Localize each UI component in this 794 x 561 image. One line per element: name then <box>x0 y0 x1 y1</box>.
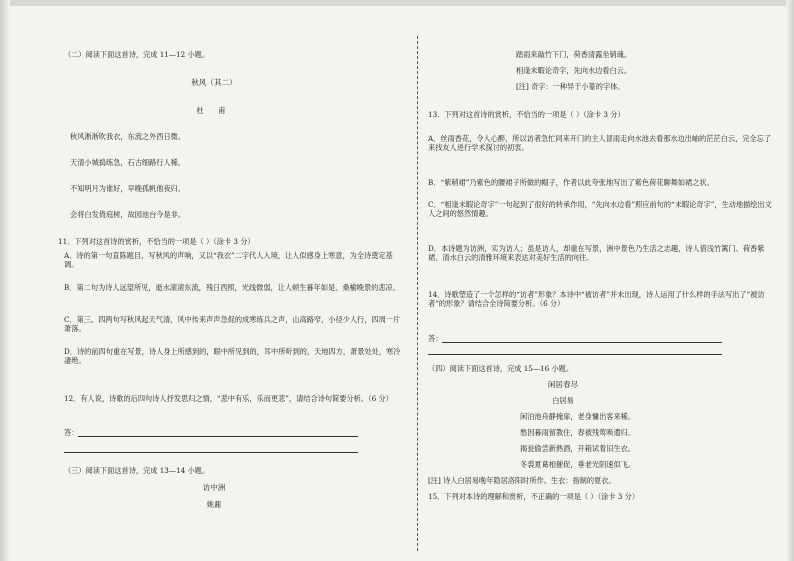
poem2-author: 姚鼐 <box>206 500 222 509</box>
scan-edge-left <box>0 0 10 561</box>
q13-stem: 13．下列对这首诗的赏析，不恰当的一项是（ ）（涂卡 3 分） <box>428 110 625 119</box>
poem3-title: 闲居春尽 <box>547 380 579 389</box>
poem3-note: [注] 诗人白居易晚年隐居洛阳时所作。生衣：指制的夏衣。 <box>428 476 616 485</box>
q14-answer-line-2[interactable] <box>428 354 722 355</box>
q13-option-d: D．本诗题为访洲，实为访人；虽是访人，却重在写景，洲中景色乃生活之志趣，诗人借浅竹篱门、荷香紫裙、清水白云的清雅环境来表达对美好生活的向往。 <box>428 244 765 262</box>
poem1-line-4: 会将白发倚庭树，故园池台今是非。 <box>70 210 186 219</box>
q15-stem: 15．下列对本诗的理解和赏析，不正确的一项是（ ）（涂卡 3 分） <box>428 492 640 501</box>
poem2-note: [注] 奇字：一种异于小篆的字体。 <box>516 82 625 91</box>
poem3-line-3: 揭瓮偷尝新熟酒，开箱试着旧生衣。 <box>520 444 636 453</box>
column-divider <box>417 36 418 551</box>
q14-text: 14．诗歌塑造了一个怎样的“访者”形象？本诗中“被访者”并未出现，诗人运用了什么样的手法写出了“被访者”的形象？请结合全诗简要分析。（6 分） <box>428 290 765 308</box>
q14-answer-label: 答： <box>428 334 443 343</box>
q12-answer-line-2[interactable] <box>64 452 358 453</box>
q11-option-a: A．诗的第一句直陈题目，写秋风的声响，又以“我衣”二字代人入境，让人似感身上寒意，为全诗奠定基调。 <box>64 251 393 269</box>
section3-header: （三）阅读下面这首诗，完成 13—14 小题。 <box>64 466 210 475</box>
poem3-line-1: 闲泊池舟静掩扉，老身慵出客来稀。 <box>520 412 636 421</box>
poem2-title: 访中洲 <box>202 483 226 492</box>
poem1-line-3: 不知明月为谁好，早晚孤帆他夜归。 <box>70 184 186 193</box>
q11-stem: 11．下列对这首诗的赏析，不恰当的一项是（ ）（涂卡 3 分） <box>58 237 255 246</box>
q11-option-c: C．第三、四两句写秋风起天气清，风中传来声声急促的成寒练兵之声，山高路窄，小径少人行，四周一片萧落。 <box>64 315 401 333</box>
section4-header: （四）阅读下面这首诗，完成 15—16 小题。 <box>428 364 574 373</box>
q13-option-a: A．丝雨香花，令人心醉，所以访者急忙同来开门的主人冒雨走向水池去看那水边出岫的茫茫白云，完全忘了来找友人进行学术探讨的初衷。 <box>428 134 772 152</box>
q13-option-c: C．“相逢未暇论奇字”一句起到了很好的转承作用，“先向水边看”照应前句的“未暇论奇字”，生动地描绘出文人之间的悠然情趣。 <box>428 200 772 218</box>
poem3-line-2: 愁因暮雨留教住，春被残莺唤遣归。 <box>520 428 636 437</box>
poem2-line-1: 踏雨来敲竹下门，荷香清露坐销魂。 <box>516 50 632 59</box>
scan-edge-top <box>0 0 794 6</box>
q12-answer-label: 答： <box>64 428 79 437</box>
q11-option-d: D．诗的前四句重在写景，诗人身上所感到的，眼中所见到的，耳中所听到的，天地四方，萧景处处，寒冷凄绝。 <box>64 347 401 365</box>
poem1-title: 秋风（其二） <box>191 78 237 87</box>
poem2-line-2: 相逢未暇论奇字，先向水边看白云。 <box>516 66 632 75</box>
poem3-line-4: 冬裘夏葛相催促，垂老光阴速似飞。 <box>520 460 636 469</box>
q12-answer-line-1[interactable] <box>78 436 358 437</box>
q11-option-b: B．第二句为诗人远望所见，逝水滚滚东流，残日西照，光线微弱，让人顿生暮年如是、桑榆晚景的悲凉。 <box>64 283 400 292</box>
q13-option-b: B．“紫稍裙”乃紫色的腰裙子所做的帽子，作者以此夸张地写出了紫色荷花聊舞如裙之状。 <box>428 178 714 187</box>
scan-edge-right <box>786 0 794 561</box>
section2-header: （二）阅读下面这首诗，完成 11—12 小题。 <box>64 50 210 59</box>
poem3-author: 白居易 <box>552 396 574 405</box>
q14-answer-line-1[interactable] <box>442 342 722 343</box>
q12-text: 12．有人说，诗歌的后四句诗人抒发思归之情，“悲中有乐，乐而更悲”，请结合诗句简要分析。（6 分） <box>64 394 393 403</box>
poem1-line-1: 秋风淅淅吹我衣，东流之外西日微。 <box>70 132 186 141</box>
poem1-author: 杜 甫 <box>196 106 232 115</box>
poem1-line-2: 天清小城捣练急，石古细路行人稀。 <box>70 158 186 167</box>
